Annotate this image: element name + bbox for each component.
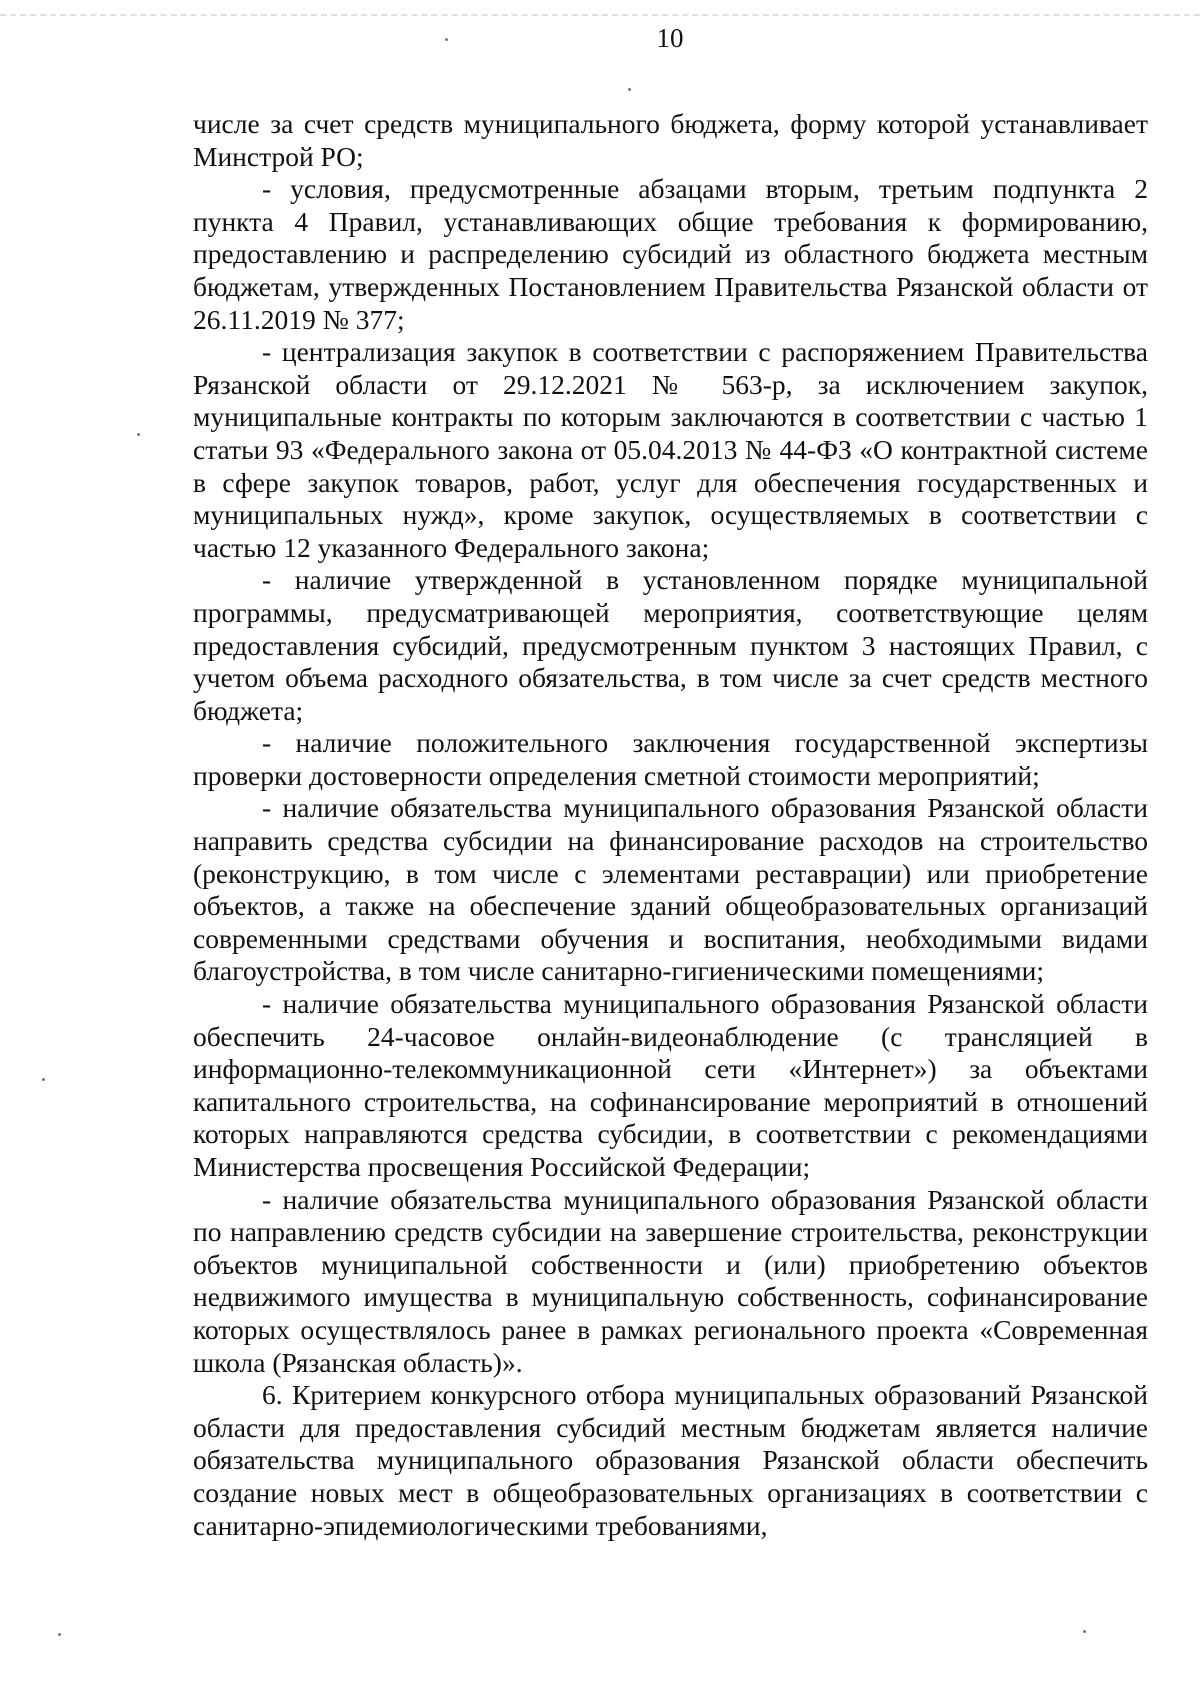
scan-speck bbox=[445, 38, 448, 41]
paragraph-centralized-procurement: - централизация закупок в соответствии с распоряжением Правительства Рязанской области от 29.12.2021 № 563-р, за исключением закупок, муниципальные контракты по которым заключаются в соответствии с частью 1 статьи 93 «Федерального закона от 05.04.2013 № 44-ФЗ «О контрактной системе в сфере закупок товаров, работ, услуг для обеспечения государственных и муниципальных нужд», кроме закупок, осуществляемых в соответствии с частью 12 указанного Федерального закона; bbox=[193, 336, 1148, 563]
paragraph-state-expertise: - наличие положительного заключения государственной экспертизы проверки достоверности определения сметной стоимости мероприятий; bbox=[193, 727, 1148, 791]
paragraph-video-surveillance: - наличие обязательства муниципального образования Рязанской области обеспечить 24-часовое онлайн-видеонаблюдение (с трансляцией в информационно-телекоммуникационной сети «Интернет») за объектами капитального строительства, на софинансирование мероприятий в отношений которых направляются средства субсидии, в соответствии с рекомендациями Министерства просвещения Российской Федерации; bbox=[193, 988, 1148, 1182]
scan-speck bbox=[58, 1633, 61, 1636]
scan-speck bbox=[1083, 1630, 1086, 1633]
paragraph-completion-obligation: - наличие обязательства муниципального образования Рязанской области по направлению средств субсидии на завершение строительства, реконструкции объектов муниципальной собственности и (или) приобретению объектов недвижимого имущества в муниципальную собственность, софинансирование которых осуществлялось ранее в рамках регионального проекта «Современная школа (Рязанская область)». bbox=[193, 1183, 1148, 1378]
scan-speck bbox=[628, 88, 631, 91]
paragraph-selection-criterion: 6. Критерием конкурсного отбора муниципальных образований Рязанской области для предоставления субсидий местным бюджетам является наличие обязательства муниципального образования Рязанской области обеспечить создание новых мест в общеобразовательных организациях в соответствии с санитарно-эпидемиологическими требованиями, bbox=[193, 1379, 1148, 1541]
scan-speck bbox=[137, 433, 140, 436]
page-number: 10 bbox=[656, 23, 684, 53]
paragraph-continuation: числе за счет средств муниципального бюджета, форму которой устанавливает Минстрой РО; bbox=[193, 108, 1148, 172]
document-body bbox=[193, 108, 1148, 1542]
paragraph-municipal-program: - наличие утвержденной в установленном порядке муниципальной программы, предусматривающей мероприятия, соответствующие целям предоставления субсидий, предусмотренным пунктом 3 настоящих Правил, с учетом объема расходного обязательства, в том числе за счет средств местного бюджета; bbox=[193, 564, 1148, 726]
scan-speck bbox=[42, 1078, 45, 1081]
paragraph-condition-rules: - условия, предусмотренные абзацами вторым, третьим подпункта 2 пункта 4 Правил, устанавливающих общие требования к формированию, предоставлению и распределению субсидий из областного бюджета местным бюджетам, утвержденных Постановлением Правительства Рязанской области от 26.11.2019 № 377; bbox=[193, 173, 1148, 335]
paragraph-construction-obligation: - наличие обязательства муниципального образования Рязанской области направить средства субсидии на финансирование расходов на строительство (реконструкцию, в том числе с элементами реставрации) или приобретение объектов, а также на обеспечение зданий общеобразовательных организаций современными средствами обучения и воспитания, необходимыми видами благоустройства, в том числе санитарно-гигиеническими помещениями; bbox=[193, 792, 1148, 987]
scan-edge-artifact bbox=[0, 14, 1200, 16]
